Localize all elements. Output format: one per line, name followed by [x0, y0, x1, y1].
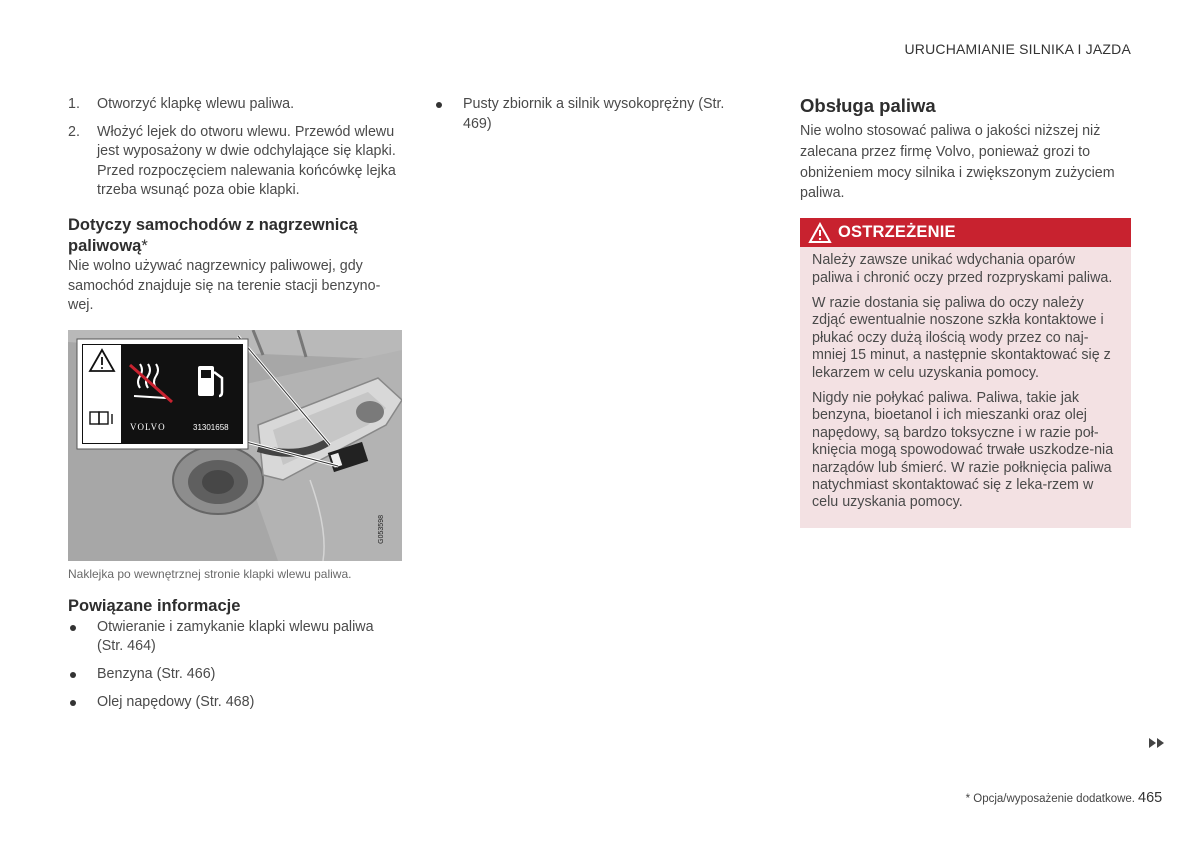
fuel-flap-label-figure — [68, 330, 402, 561]
column-right — [800, 95, 1131, 528]
warning-triangle-icon — [808, 222, 832, 244]
bullet-dot — [436, 102, 442, 108]
related-link-text: Olej napędowy (Str. 468) — [97, 693, 255, 710]
option-footnote: * Opcja/wyposażenie dodatkowe. — [965, 793, 1135, 805]
bullet-dot — [70, 700, 76, 706]
figure-caption: Naklejka po wewnętrznej stronie klapki wlewu paliwa. — [68, 566, 352, 581]
warning-body — [800, 247, 1131, 528]
related-link-text: Benzyna (Str. 466) — [97, 665, 216, 682]
fuel-flap-illustration — [68, 330, 402, 561]
step-number: 2. — [68, 123, 80, 140]
warning-title: OSTRZEŻENIE — [838, 223, 956, 242]
related-info-heading: Powiązane informacje — [68, 596, 241, 615]
related-link-text: Pusty zbiornik a silnik wysokoprężny (Str. 469) — [463, 96, 725, 132]
related-link[interactable] — [68, 693, 402, 713]
label-brand: VOLVO — [130, 421, 166, 432]
steps-list — [68, 95, 402, 201]
bullet-dot — [70, 625, 76, 631]
section-title: URUCHAMIANIE SILNIKA I JAZDA — [904, 41, 1131, 57]
option-asterisk: * — [141, 236, 148, 255]
image-code: G053598 — [378, 514, 385, 544]
related-link-text: Otwieranie i zamykanie klapki wlewu paliwa (Str. 464) — [97, 618, 374, 655]
fuel-handling-heading: Obsługa paliwa — [800, 95, 936, 116]
page-number: 465 — [1138, 790, 1163, 806]
heater-text: Nie wolno używać nagrzewnicy paliwowej, gdy samochód znajduje się na terenie stacji benzyno-wej. — [68, 257, 381, 314]
related-link[interactable] — [68, 665, 402, 685]
step-item — [68, 95, 402, 115]
warning-paragraph: Należy zawsze unikać wdychania oparów paliwa i chronić oczy przed rozpryskami paliwa. — [812, 252, 1113, 286]
step-text: Włożyć lejek do otworu wlewu. Przewód wlewu jest wyposażony w dwie odchylające się klapki. Przed rozpoczęciem nalewania końcówkę lejka trzeba wsunąć poza obie klapki. — [97, 123, 396, 199]
warning-header — [800, 218, 1131, 247]
related-info-list-continued — [434, 95, 734, 134]
step-number: 1. — [68, 96, 80, 112]
heater-heading-text: Dotyczy samochodów z nagrzewnicą paliwową — [68, 215, 358, 255]
bullet-dot — [70, 672, 76, 678]
label-part-number: 31301658 — [193, 422, 229, 432]
related-link[interactable] — [434, 95, 734, 134]
step-text: Otworzyć klapkę wlewu paliwa. — [97, 96, 295, 112]
related-link[interactable] — [68, 618, 402, 657]
column-left — [68, 95, 402, 720]
warning-paragraph: Nigdy nie połykać paliwa. Paliwa, takie jak benzyna, bioetanol i ich mieszanki oraz olej napędowy, są bardzo toksyczne i w razie poł-knięcia mogą spowodować trwałe uszkodze-nia narządów lub śmierć. W razie połknięcia paliwa natychmiast skontaktować się z leka-rzem w celu uzyskania pomocy. — [812, 390, 1114, 511]
heater-heading — [68, 215, 402, 257]
warning-paragraph: W razie dostania się paliwa do oczy należy zdjąć ewentualnie noszone szkła kontaktowe i płukać oczy dużą ilością wody przez co naj-mniej 15 minut, a następnie skontaktować się z lekarzem w celu uzyskania pomocy. — [812, 295, 1111, 381]
warning-box — [800, 218, 1131, 528]
step-item — [68, 123, 402, 201]
related-info-list — [68, 618, 402, 712]
column-middle — [434, 95, 734, 142]
forward-arrows-icon[interactable] — [1148, 737, 1166, 749]
fuel-handling-intro: Nie wolno stosować paliwa o jakości niższej niż zalecana przez firmę Volvo, ponieważ grozi to obniżeniem mocy silnika i zwiększonym zużyciem paliwa. — [800, 123, 1115, 202]
